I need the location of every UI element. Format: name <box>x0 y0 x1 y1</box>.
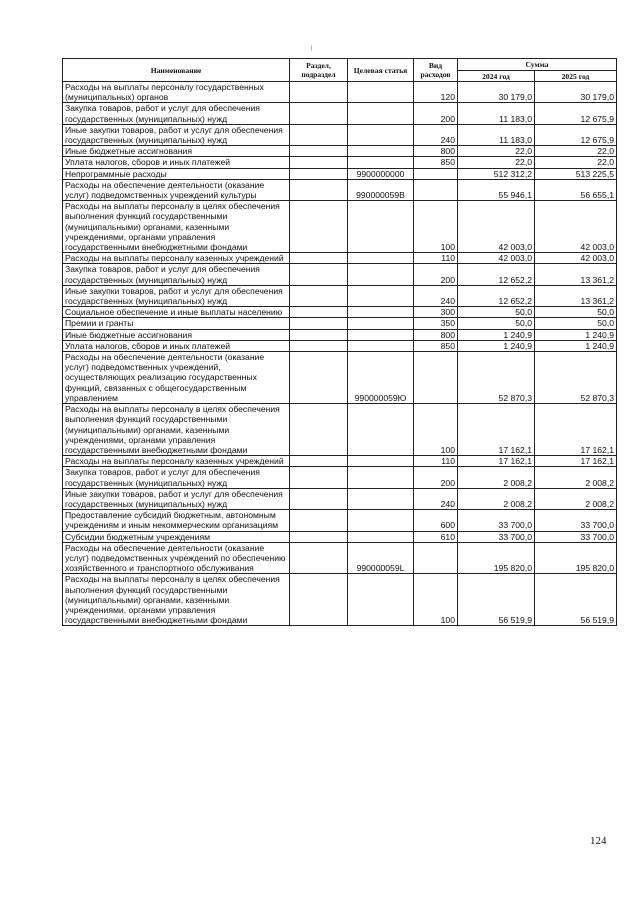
cell-2024: 22,0 <box>458 146 535 157</box>
cell-name: Закупка товаров, работ и услуг для обеспечения государственных (муниципальных) нужд <box>63 103 290 124</box>
cell-target <box>348 307 414 318</box>
table-row <box>63 157 617 168</box>
cell-2024: 52 870,3 <box>458 352 535 404</box>
cell-target <box>348 103 414 124</box>
cell-2024: 17 162,1 <box>458 404 535 456</box>
cell-2025: 17 162,1 <box>535 456 617 467</box>
cell-2025: 33 700,0 <box>535 510 617 531</box>
table-row <box>63 574 617 626</box>
cell-2024: 195 820,0 <box>458 542 535 574</box>
cell-name: Иные бюджетные ассигнования <box>63 329 290 340</box>
cell-name: Расходы на выплаты персоналу в целях обеспечения выполнения функций государственными (муниципальными) органами, казенными учреждениями, органами управления государственными внебюджетными фондами <box>63 404 290 456</box>
cell-2025: 2 008,2 <box>535 467 617 488</box>
table-row <box>63 124 617 145</box>
cell-target <box>348 467 414 488</box>
header-sum: Сумма <box>458 59 617 71</box>
cell-name: Субсидии бюджетным учреждениям <box>63 531 290 542</box>
cell-target <box>348 456 414 467</box>
cell-name: Расходы на выплаты персоналу казенных учреждений <box>63 456 290 467</box>
cell-section <box>290 531 348 542</box>
cell-expense-type: 350 <box>414 318 458 329</box>
cell-expense-type: 850 <box>414 157 458 168</box>
cell-target <box>348 510 414 531</box>
cell-section <box>290 124 348 145</box>
cell-target <box>348 329 414 340</box>
cell-name: Закупка товаров, работ и услуг для обеспечения государственных (муниципальных) нужд <box>63 467 290 488</box>
cell-section <box>290 542 348 574</box>
cell-expense-type: 110 <box>414 253 458 264</box>
cell-2025: 2 008,2 <box>535 488 617 509</box>
cell-2025: 1 240,9 <box>535 329 617 340</box>
cell-section <box>290 510 348 531</box>
table-row <box>63 404 617 456</box>
cell-section <box>290 318 348 329</box>
cell-2024: 30 179,0 <box>458 82 535 103</box>
cell-section <box>290 264 348 285</box>
cell-2025: 50,0 <box>535 307 617 318</box>
cell-target: 990000059L <box>348 542 414 574</box>
cell-section <box>290 103 348 124</box>
cell-expense-type: 100 <box>414 574 458 626</box>
cell-expense-type: 100 <box>414 404 458 456</box>
cell-expense-type: 800 <box>414 146 458 157</box>
cell-target <box>348 124 414 145</box>
cell-2025: 195 820,0 <box>535 542 617 574</box>
cell-name: Расходы на выплаты персоналу казенных учреждений <box>63 253 290 264</box>
cell-name: Иные бюджетные ассигнования <box>63 146 290 157</box>
cell-expense-type <box>414 179 458 200</box>
header-year-2024: 2024 год <box>458 71 535 82</box>
budget-table <box>62 58 617 626</box>
cell-2025: 513 225,5 <box>535 168 617 179</box>
cell-2025: 17 162,1 <box>535 404 617 456</box>
cell-section <box>290 404 348 456</box>
cell-2024: 56 519,9 <box>458 574 535 626</box>
table-body <box>63 82 617 626</box>
cell-target: 9900000000 <box>348 168 414 179</box>
cell-section <box>290 352 348 404</box>
cell-section <box>290 340 348 351</box>
cell-target <box>348 488 414 509</box>
header-year-2025: 2025 год <box>535 71 617 82</box>
cell-name: Непрограммные расходы <box>63 168 290 179</box>
cell-name: Иные закупки товаров, работ и услуг для обеспечения государственных (муниципальных) нужд <box>63 285 290 306</box>
cell-name: Расходы на выплаты персоналу государственных (муниципальных) органов <box>63 82 290 103</box>
cell-2024: 11 183,0 <box>458 103 535 124</box>
cell-section <box>290 285 348 306</box>
cell-section <box>290 307 348 318</box>
cell-expense-type: 240 <box>414 488 458 509</box>
table-row <box>63 467 617 488</box>
cell-name: Расходы на обеспечение деятельности (оказание услуг) подведомственных учреждений культуры <box>63 179 290 200</box>
cell-target <box>348 201 414 253</box>
cell-expense-type: 200 <box>414 467 458 488</box>
cell-target <box>348 574 414 626</box>
table-row <box>63 253 617 264</box>
cell-2024: 42 003,0 <box>458 253 535 264</box>
page-number: 124 <box>590 835 607 847</box>
cell-expense-type <box>414 542 458 574</box>
cell-2024: 2 008,2 <box>458 488 535 509</box>
cell-target: 990000059Ю <box>348 352 414 404</box>
cell-section <box>290 168 348 179</box>
cell-2025: 12 675,9 <box>535 124 617 145</box>
header-section: Раздел, подраздел <box>290 59 348 82</box>
cell-2024: 33 700,0 <box>458 510 535 531</box>
cell-expense-type: 200 <box>414 264 458 285</box>
cell-2025: 13 361,2 <box>535 264 617 285</box>
table-row <box>63 201 617 253</box>
cell-name: Закупка товаров, работ и услуг для обеспечения государственных (муниципальных) нужд <box>63 264 290 285</box>
table-row <box>63 542 617 574</box>
cell-section <box>290 574 348 626</box>
table-row <box>63 146 617 157</box>
cell-2025: 52 870,3 <box>535 352 617 404</box>
cell-section <box>290 82 348 103</box>
cell-target <box>348 253 414 264</box>
cell-section <box>290 467 348 488</box>
cell-section <box>290 488 348 509</box>
cell-section <box>290 456 348 467</box>
cell-name: Премии и гранты <box>63 318 290 329</box>
cell-expense-type: 800 <box>414 329 458 340</box>
cell-2024: 50,0 <box>458 318 535 329</box>
cell-section <box>290 146 348 157</box>
table-row <box>63 488 617 509</box>
cell-2025: 12 675,9 <box>535 103 617 124</box>
cell-section <box>290 201 348 253</box>
cell-expense-type: 120 <box>414 82 458 103</box>
cell-target <box>348 285 414 306</box>
cell-expense-type: 240 <box>414 285 458 306</box>
cell-2024: 512 312,2 <box>458 168 535 179</box>
cell-2025: 13 361,2 <box>535 285 617 306</box>
cell-2025: 42 003,0 <box>535 253 617 264</box>
table-row <box>63 82 617 103</box>
cell-2024: 1 240,9 <box>458 329 535 340</box>
cell-2024: 12 652,2 <box>458 264 535 285</box>
cell-2025: 22,0 <box>535 146 617 157</box>
cell-name: Расходы на выплаты персоналу в целях обеспечения выполнения функций государственными (муниципальными) органами, казенными учреждениями, органами управления государственными внебюджетными фондами <box>63 201 290 253</box>
cell-2025: 22,0 <box>535 157 617 168</box>
cell-2024: 42 003,0 <box>458 201 535 253</box>
cell-target: 990000059В <box>348 179 414 200</box>
cell-2025: 33 700,0 <box>535 531 617 542</box>
header-expense-type: Вид расходов <box>414 59 458 82</box>
cell-2025: 30 179,0 <box>535 82 617 103</box>
cell-2025: 56 519,9 <box>535 574 617 626</box>
cell-section <box>290 157 348 168</box>
cell-expense-type: 600 <box>414 510 458 531</box>
cell-2024: 2 008,2 <box>458 467 535 488</box>
table-row <box>63 340 617 351</box>
cell-expense-type: 300 <box>414 307 458 318</box>
table-row <box>63 103 617 124</box>
cell-2025: 50,0 <box>535 318 617 329</box>
cell-2025: 56 655,1 <box>535 179 617 200</box>
cell-expense-type: 610 <box>414 531 458 542</box>
cell-target <box>348 157 414 168</box>
cell-target <box>348 146 414 157</box>
cell-name: Уплата налогов, сборов и иных платежей <box>63 157 290 168</box>
cell-name: Иные закупки товаров, работ и услуг для обеспечения государственных (муниципальных) нужд <box>63 124 290 145</box>
cell-name: Иные закупки товаров, работ и услуг для обеспечения государственных (муниципальных) нужд <box>63 488 290 509</box>
cell-2024: 55 946,1 <box>458 179 535 200</box>
cell-expense-type: 110 <box>414 456 458 467</box>
scan-mark <box>311 45 312 51</box>
cell-2024: 1 240,9 <box>458 340 535 351</box>
cell-2024: 50,0 <box>458 307 535 318</box>
table-row <box>63 307 617 318</box>
cell-target <box>348 318 414 329</box>
cell-name: Расходы на обеспечение деятельности (оказание услуг) подведомственных учреждений, осуществляющих реализацию государственных функций, связанных с общегосударственным управлением <box>63 352 290 404</box>
cell-section <box>290 329 348 340</box>
cell-2024: 12 652,2 <box>458 285 535 306</box>
header-name: Наименование <box>63 59 290 82</box>
table-row <box>63 352 617 404</box>
cell-expense-type <box>414 352 458 404</box>
cell-expense-type: 240 <box>414 124 458 145</box>
cell-target <box>348 340 414 351</box>
table-row <box>63 264 617 285</box>
cell-expense-type: 200 <box>414 103 458 124</box>
cell-name: Уплата налогов, сборов и иных платежей <box>63 340 290 351</box>
cell-target <box>348 531 414 542</box>
table-row <box>63 531 617 542</box>
table-row <box>63 329 617 340</box>
table-row <box>63 510 617 531</box>
cell-2025: 1 240,9 <box>535 340 617 351</box>
cell-2024: 33 700,0 <box>458 531 535 542</box>
table-row <box>63 456 617 467</box>
cell-2024: 11 183,0 <box>458 124 535 145</box>
cell-expense-type: 100 <box>414 201 458 253</box>
cell-name: Предоставление субсидий бюджетным, автономным учреждениям и иным некоммерческим организациям <box>63 510 290 531</box>
cell-2025: 42 003,0 <box>535 201 617 253</box>
cell-expense-type: 850 <box>414 340 458 351</box>
cell-section <box>290 253 348 264</box>
cell-2024: 22,0 <box>458 157 535 168</box>
cell-name: Расходы на выплаты персоналу в целях обеспечения выполнения функций государственными (муниципальными) органами, казенными учреждениями, органами управления государственными внебюджетными фондами <box>63 574 290 626</box>
cell-target <box>348 404 414 456</box>
cell-2024: 17 162,1 <box>458 456 535 467</box>
table-header <box>63 59 617 82</box>
cell-target <box>348 264 414 285</box>
table-row <box>63 318 617 329</box>
table-row <box>63 179 617 200</box>
table-row <box>63 168 617 179</box>
header-target: Целевая статья <box>348 59 414 82</box>
cell-expense-type <box>414 168 458 179</box>
cell-section <box>290 179 348 200</box>
cell-name: Расходы на обеспечение деятельности (оказание услуг) подведомственных учреждений по обеспечению хозяйственного и транспортного обслуживания <box>63 542 290 574</box>
cell-target <box>348 82 414 103</box>
table-row <box>63 285 617 306</box>
cell-name: Социальное обеспечение и иные выплаты населению <box>63 307 290 318</box>
